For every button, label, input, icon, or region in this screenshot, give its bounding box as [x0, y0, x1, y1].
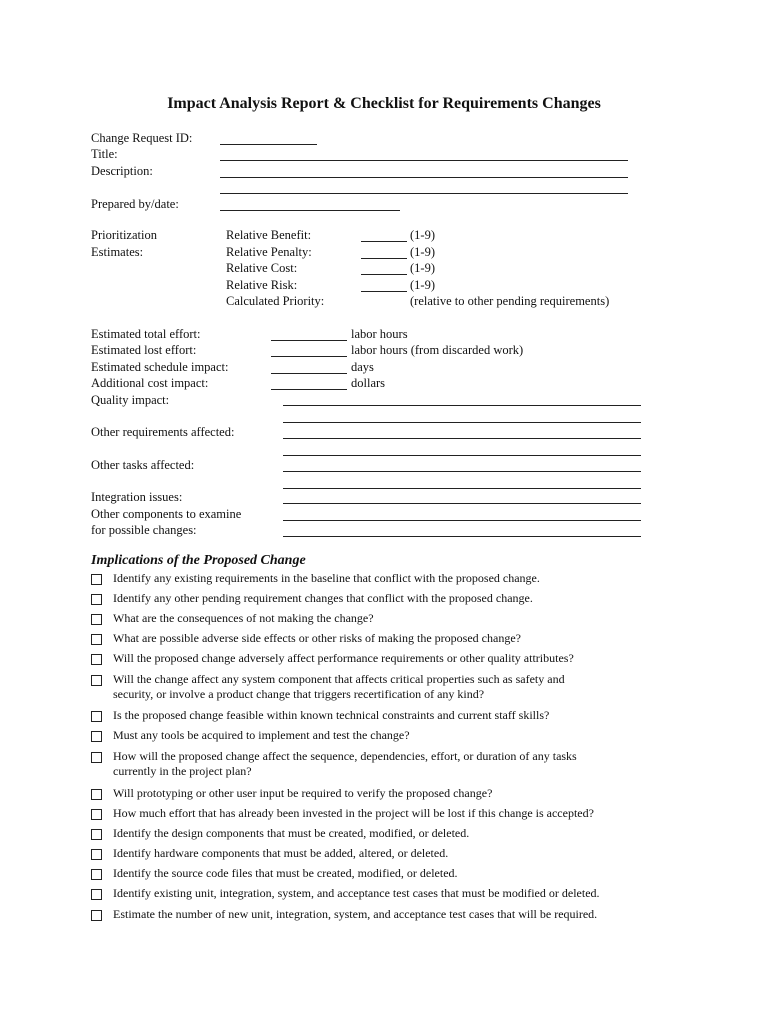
checklist-item-text: Will the proposed change adversely affect performance requirements or other quality attributes? [113, 651, 574, 665]
additional-cost-impact-unit: dollars [351, 376, 386, 390]
estimated-total-effort-label: Estimated total effort: [91, 327, 201, 341]
checklist-item-text: Must any tools be acquired to implement and test the change? [113, 728, 410, 742]
description-label: Description: [91, 164, 153, 178]
checkbox[interactable] [91, 574, 102, 585]
checkbox[interactable] [91, 711, 102, 722]
checkbox[interactable] [91, 869, 102, 880]
other-tasks-label: Other tasks affected: [91, 458, 195, 472]
checklist-item [113, 611, 673, 626]
checkbox[interactable] [91, 594, 102, 605]
checklist-item [113, 591, 673, 606]
integration-issues-label: Integration issues: [91, 490, 183, 504]
checklist-item [113, 866, 673, 881]
relative-cost-range: (1-9) [410, 261, 435, 275]
checklist-item [113, 846, 673, 861]
checklist-item-text: Is the proposed change feasible within known technical constraints and current staff skills? [113, 708, 550, 722]
relative-benefit-field[interactable] [361, 241, 407, 242]
checkbox[interactable] [91, 889, 102, 900]
checklist-item [113, 571, 673, 586]
relative-cost-field[interactable] [361, 274, 407, 275]
checkbox[interactable] [91, 849, 102, 860]
additional-cost-impact-label: Additional cost impact: [91, 376, 209, 390]
change-request-id-label: Change Request ID: [91, 131, 193, 145]
checklist-item-text: Identify the design components that must be created, modified, or deleted. [113, 826, 470, 840]
additional-cost-impact-field[interactable] [271, 389, 347, 390]
relative-penalty-label: Relative Penalty: [226, 245, 312, 259]
other-tasks-field-line-2[interactable] [283, 488, 641, 489]
checklist-item [113, 749, 673, 779]
checklist-item [113, 907, 673, 922]
other-components-field-line-1[interactable] [283, 520, 641, 521]
checkbox[interactable] [91, 654, 102, 665]
checklist-item [113, 672, 673, 702]
checklist-item-text: How will the proposed change affect the sequence, dependencies, effort, or duration of any tasks [113, 749, 577, 763]
other-requirements-field-line-2[interactable] [283, 455, 641, 456]
estimated-lost-effort-label: Estimated lost effort: [91, 343, 197, 357]
title-field[interactable] [220, 160, 628, 161]
checklist-item-text: How much effort that has already been invested in the project will be lost if this change is accepted? [113, 806, 594, 820]
relative-benefit-range: (1-9) [410, 228, 435, 242]
calculated-priority-note: (relative to other pending requirements) [410, 294, 610, 308]
quality-impact-field-line-2[interactable] [283, 422, 641, 423]
relative-risk-range: (1-9) [410, 278, 435, 292]
implications-heading: Implications of the Proposed Change [91, 553, 306, 568]
checkbox[interactable] [91, 614, 102, 625]
page-title: Impact Analysis Report & Checklist for Requirements Changes [167, 95, 601, 112]
relative-risk-label: Relative Risk: [226, 278, 298, 292]
relative-benefit-label: Relative Benefit: [226, 228, 312, 242]
checklist-item [113, 728, 673, 743]
description-field-line-2[interactable] [220, 193, 628, 194]
relative-penalty-range: (1-9) [410, 245, 435, 259]
checkbox[interactable] [91, 634, 102, 645]
checklist-item-text: currently in the project plan? [113, 764, 252, 778]
title-label: Title: [91, 147, 118, 161]
checklist-item [113, 826, 673, 841]
checklist-item [113, 786, 673, 801]
other-tasks-field-line-1[interactable] [283, 471, 641, 472]
estimated-schedule-impact-label: Estimated schedule impact: [91, 360, 229, 374]
other-components-label-line-1: Other components to examine [91, 507, 242, 521]
prioritization-label: Prioritization [91, 228, 157, 242]
estimated-total-effort-unit: labor hours [351, 327, 408, 341]
checklist-item-text: security, or involve a product change that triggers recertification of any kind? [113, 687, 485, 701]
relative-risk-field[interactable] [361, 291, 407, 292]
checklist-item-text: What are possible adverse side effects or other risks of making the proposed change? [113, 631, 521, 645]
other-components-label-line-2: for possible changes: [91, 523, 197, 537]
quality-impact-label: Quality impact: [91, 393, 170, 407]
estimated-total-effort-field[interactable] [271, 340, 347, 341]
checkbox[interactable] [91, 789, 102, 800]
relative-cost-label: Relative Cost: [226, 261, 298, 275]
other-components-field-line-2[interactable] [283, 536, 641, 537]
checklist-item-text: Identify any other pending requirement changes that conflict with the proposed change. [113, 591, 533, 605]
checkbox[interactable] [91, 910, 102, 921]
checklist-item-text: Will the change affect any system component that affects critical properties such as safety and [113, 672, 565, 686]
estimated-lost-effort-field[interactable] [271, 356, 347, 357]
checklist-item-text: Identify existing unit, integration, system, and acceptance test cases that must be modified or deleted. [113, 886, 600, 900]
checklist-item [113, 651, 673, 666]
checklist-item-text: Identify any existing requirements in the baseline that conflict with the proposed change. [113, 571, 540, 585]
checklist-item-text: Will prototyping or other user input be required to verify the proposed change? [113, 786, 493, 800]
integration-issues-field[interactable] [283, 503, 641, 504]
checklist-item [113, 806, 673, 821]
checkbox[interactable] [91, 752, 102, 763]
estimated-schedule-impact-field[interactable] [271, 373, 347, 374]
other-requirements-field-line-1[interactable] [283, 438, 641, 439]
prepared-by-label: Prepared by/date: [91, 197, 179, 211]
prepared-by-field[interactable] [220, 210, 400, 211]
checklist-item-text: Identify hardware components that must be added, altered, or deleted. [113, 846, 449, 860]
quality-impact-field-line-1[interactable] [283, 405, 641, 406]
checklist-item [113, 886, 673, 901]
checkbox[interactable] [91, 675, 102, 686]
checkbox[interactable] [91, 829, 102, 840]
checkbox[interactable] [91, 731, 102, 742]
description-field-line-1[interactable] [220, 177, 628, 178]
relative-penalty-field[interactable] [361, 258, 407, 259]
checklist-item [113, 631, 673, 646]
checklist-item-text: What are the consequences of not making the change? [113, 611, 374, 625]
change-request-id-field[interactable] [220, 144, 317, 145]
calculated-priority-label: Calculated Priority: [226, 294, 325, 308]
checklist-item [113, 708, 673, 723]
other-requirements-label: Other requirements affected: [91, 425, 235, 439]
estimates-label: Estimates: [91, 245, 144, 259]
estimated-lost-effort-unit: labor hours (from discarded work) [351, 343, 524, 357]
checklist-item-text: Estimate the number of new unit, integration, system, and acceptance test cases that will be required. [113, 907, 598, 921]
checklist-item-text: Identify the source code files that must be created, modified, or deleted. [113, 866, 458, 880]
checkbox[interactable] [91, 809, 102, 820]
estimated-schedule-impact-unit: days [351, 360, 374, 374]
